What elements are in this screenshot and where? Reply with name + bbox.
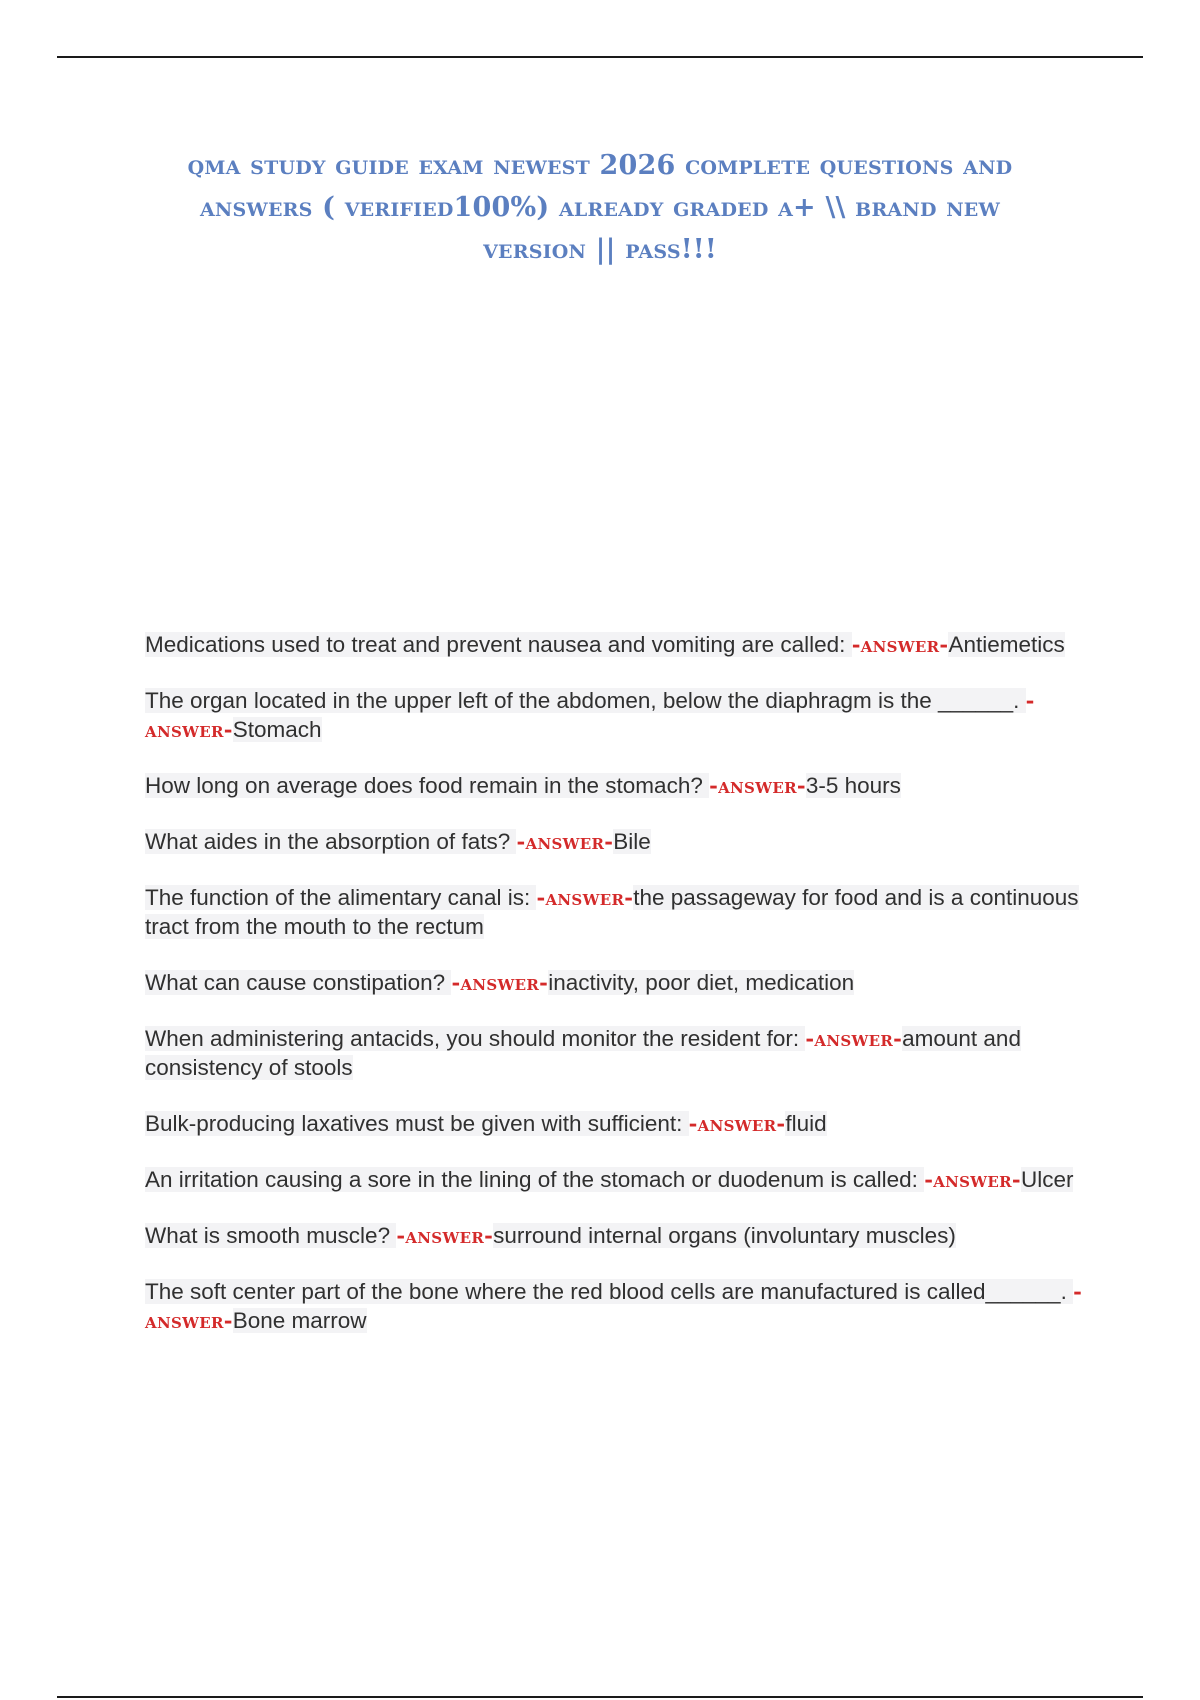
answer-marker: -answer- xyxy=(536,885,634,910)
qa-list xyxy=(145,630,1095,1362)
answer-marker: -answer- xyxy=(851,632,949,657)
question-text: An irritation causing a sore in the lining of the stomach or duodenum is called: xyxy=(145,1167,925,1192)
qa-item xyxy=(145,1221,1095,1250)
answer-text: 3-5 hours xyxy=(805,773,901,798)
answer-marker: -answer- xyxy=(451,970,549,995)
question-text: What aides in the absorption of fats? xyxy=(145,829,517,854)
qa-item xyxy=(145,1277,1095,1335)
document-title xyxy=(120,145,1080,271)
qa-item xyxy=(145,686,1095,744)
answer-text: Ulcer xyxy=(1020,1167,1074,1192)
qa-item xyxy=(145,1024,1095,1082)
answer-marker: -answer- xyxy=(924,1167,1021,1192)
answer-marker: -answer- xyxy=(396,1223,494,1248)
answer-marker: -answer- xyxy=(516,829,614,854)
question-text: Bulk-producing laxatives must be given with sufficient: xyxy=(145,1111,689,1136)
answer-marker: -answer- xyxy=(709,773,806,798)
answer-text: Stomach xyxy=(232,717,322,742)
question-text: Medications used to treat and prevent nausea and vomiting are called: xyxy=(145,632,852,657)
question-text: The function of the alimentary canal is: xyxy=(145,885,537,910)
answer-text: amount and consistency of stools xyxy=(145,1026,1021,1080)
title-line-3: version || pass!!! xyxy=(483,234,717,265)
answer-text: Bone marrow xyxy=(232,1308,367,1333)
answer-marker: -answer- xyxy=(145,1279,1083,1333)
qa-item xyxy=(145,1165,1095,1194)
qa-item xyxy=(145,827,1095,856)
qa-item xyxy=(145,968,1095,997)
answer-marker: -answer- xyxy=(805,1026,903,1051)
bottom-rule xyxy=(57,1696,1143,1698)
answer-text: inactivity, poor diet, medication xyxy=(548,970,855,995)
answer-text: Bile xyxy=(613,829,651,854)
title-line-2: answers ( verified100%) already graded a+ \\ brand new xyxy=(199,192,1001,223)
answer-text: fluid xyxy=(785,1111,827,1136)
top-rule xyxy=(57,56,1143,58)
question-text: What is smooth muscle? xyxy=(145,1223,397,1248)
question-text: When administering antacids, you should monitor the resident for: xyxy=(145,1026,806,1051)
answer-text: the passageway for food and is a continuous tract from the mouth to the rectum xyxy=(145,885,1079,939)
answer-marker: -answer- xyxy=(145,688,1035,742)
answer-marker: -answer- xyxy=(688,1111,786,1136)
qa-item xyxy=(145,630,1095,659)
qa-item xyxy=(145,883,1095,941)
question-text: The soft center part of the bone where the red blood cells are manufactured is called______. xyxy=(145,1279,1074,1304)
question-text: The organ located in the upper left of the abdomen, below the diaphragm is the ______. xyxy=(145,688,1026,713)
qa-item xyxy=(145,771,1095,800)
qa-item xyxy=(145,1109,1095,1138)
answer-text: Antiemetics xyxy=(948,632,1065,657)
question-text: What can cause constipation? xyxy=(145,970,452,995)
question-text: How long on average does food remain in the stomach? xyxy=(145,773,710,798)
answer-text: surround internal organs (involuntary muscles) xyxy=(493,1223,956,1248)
title-line-1: qma study guide exam newest 2026 complete questions and xyxy=(187,150,1013,181)
